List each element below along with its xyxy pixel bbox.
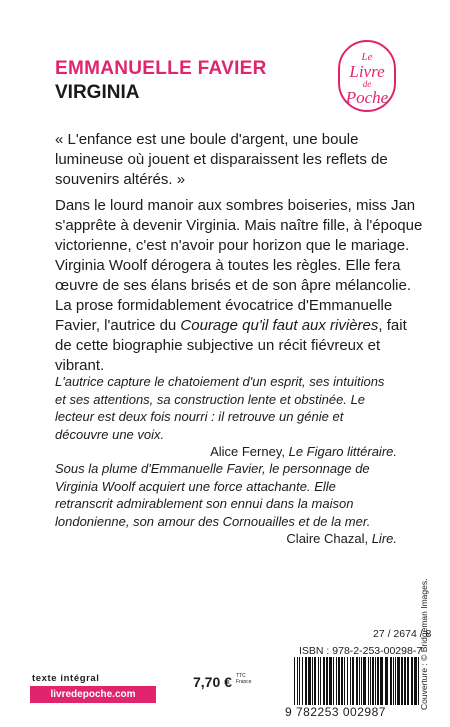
- barcode-bar: [397, 657, 400, 705]
- barcode-bar: [352, 657, 354, 705]
- barcode-bar: [305, 657, 307, 705]
- price-note-ttc: TTC: [236, 673, 246, 679]
- price-note-france: France: [236, 679, 252, 685]
- barcode-bar: [336, 657, 337, 705]
- publisher-logo: [338, 40, 396, 112]
- barcode-bar: [320, 657, 321, 705]
- barcode-bar: [359, 657, 360, 705]
- barcode-bar: [297, 657, 298, 705]
- barcode-bar: [385, 657, 388, 705]
- barcode-bar: [411, 657, 413, 705]
- barcode-bar: [380, 657, 383, 705]
- barcode-bar: [370, 657, 371, 705]
- barcode-bar: [390, 657, 392, 705]
- barcode: [292, 657, 422, 705]
- barcode-bar: [393, 657, 394, 705]
- barcode-bar: [407, 657, 409, 705]
- logo-line-4: Poche: [345, 88, 389, 107]
- review-text: Sous la plume d'Emmanuelle Favier, le personnage de Virginia Woolf acquiert une force attachante. Elle retranscrit admirablement son ennui dans la maison londonienne, son amour des Cornouailles et de la mer.: [55, 461, 371, 529]
- barcode-bar: [377, 657, 379, 705]
- price-note: [236, 673, 252, 685]
- barcode-bar: [418, 657, 419, 705]
- cover-credit-text: Couverture : © Bridgeman Images.: [419, 578, 429, 710]
- book-title: VIRGINIA: [55, 82, 140, 103]
- description-text-before: Dans le lourd manoir aux sombres boiseries, miss Jan s'apprête à devenir Virginia. Mais naître fille, à l'époque victorienne, c'est n'avoir pour horizon que le mariage. Virginia Woolf dérogera à toutes les règles. Elle fera œuvre de ses élans brisés et de son âpre mélancolie. La prose formidablement évocatrice d'Emmanuelle Favier, l'autrice du: [55, 197, 423, 334]
- barcode-digits: 9 782253 002987: [285, 705, 386, 719]
- description-paragraph: [55, 196, 425, 376]
- review-critic: Claire Chazal,: [286, 531, 369, 546]
- barcode-bar: [308, 657, 311, 705]
- barcode-bar: [347, 657, 348, 705]
- author-name: EMMANUELLE FAVIER: [55, 58, 267, 79]
- barcode-bar: [395, 657, 396, 705]
- review-publication: Le Figaro littéraire.: [288, 444, 397, 459]
- barcode-bar: [375, 657, 376, 705]
- barcode-bar: [404, 657, 406, 705]
- description-book-title: Courage qu'il faut aux rivières: [180, 317, 379, 334]
- price: 7,70 €: [193, 674, 232, 690]
- opening-quote: « L'enfance est une boule d'argent, une boule lumineuse où jouent et disparaissent les reflets de souvenirs altérés. »: [55, 131, 388, 188]
- review-citation: [55, 530, 397, 548]
- review-ferney: [55, 373, 397, 461]
- barcode-bar: [361, 657, 362, 705]
- description-text-after: , fait de cette biographie subjective un récit fiévreux et vibrant.: [55, 317, 407, 374]
- review-critic: Alice Ferney,: [210, 444, 285, 459]
- review-text: L'autrice capture le chatoiement d'un esprit, ses intuitions et ses attentions, sa construction lente et obstinée. Le lecteur est deux fois nourri : il retrouve un génie et découvre une voix.: [55, 374, 385, 442]
- barcode-bar: [329, 657, 332, 705]
- logo-line-2: Livre: [349, 62, 385, 81]
- barcode-bar: [372, 657, 374, 705]
- barcode-bar: [338, 657, 340, 705]
- barcode-bar: [318, 657, 319, 705]
- isbn: ISBN : 978-2-253-00298-7: [299, 645, 423, 657]
- website-link[interactable]: livredepoche.com: [30, 686, 156, 703]
- barcode-bar: [302, 657, 303, 705]
- barcode-bar: [294, 657, 295, 705]
- barcode-bar: [414, 657, 417, 705]
- barcode-bar: [312, 657, 313, 705]
- barcode-bar: [314, 657, 316, 705]
- catalog-number: 27 / 2674 / 8: [373, 628, 432, 640]
- barcode-bar: [326, 657, 328, 705]
- barcode-bar: [344, 657, 345, 705]
- barcode-bar: [368, 657, 369, 705]
- review-publication: Lire.: [371, 531, 397, 546]
- texte-integral-label: texte intégral: [32, 673, 100, 684]
- barcode-bar: [363, 657, 366, 705]
- barcode-bar: [401, 657, 403, 705]
- logo-line-3: de: [362, 79, 372, 89]
- review-chazal: [55, 460, 397, 548]
- barcode-bar: [350, 657, 351, 705]
- logo-line-1: Le: [361, 51, 373, 63]
- barcode-bar: [333, 657, 334, 705]
- barcode-bar: [299, 657, 300, 705]
- barcode-bar: [323, 657, 325, 705]
- barcode-bar: [341, 657, 343, 705]
- barcode-bar: [356, 657, 358, 705]
- review-citation: [55, 443, 397, 461]
